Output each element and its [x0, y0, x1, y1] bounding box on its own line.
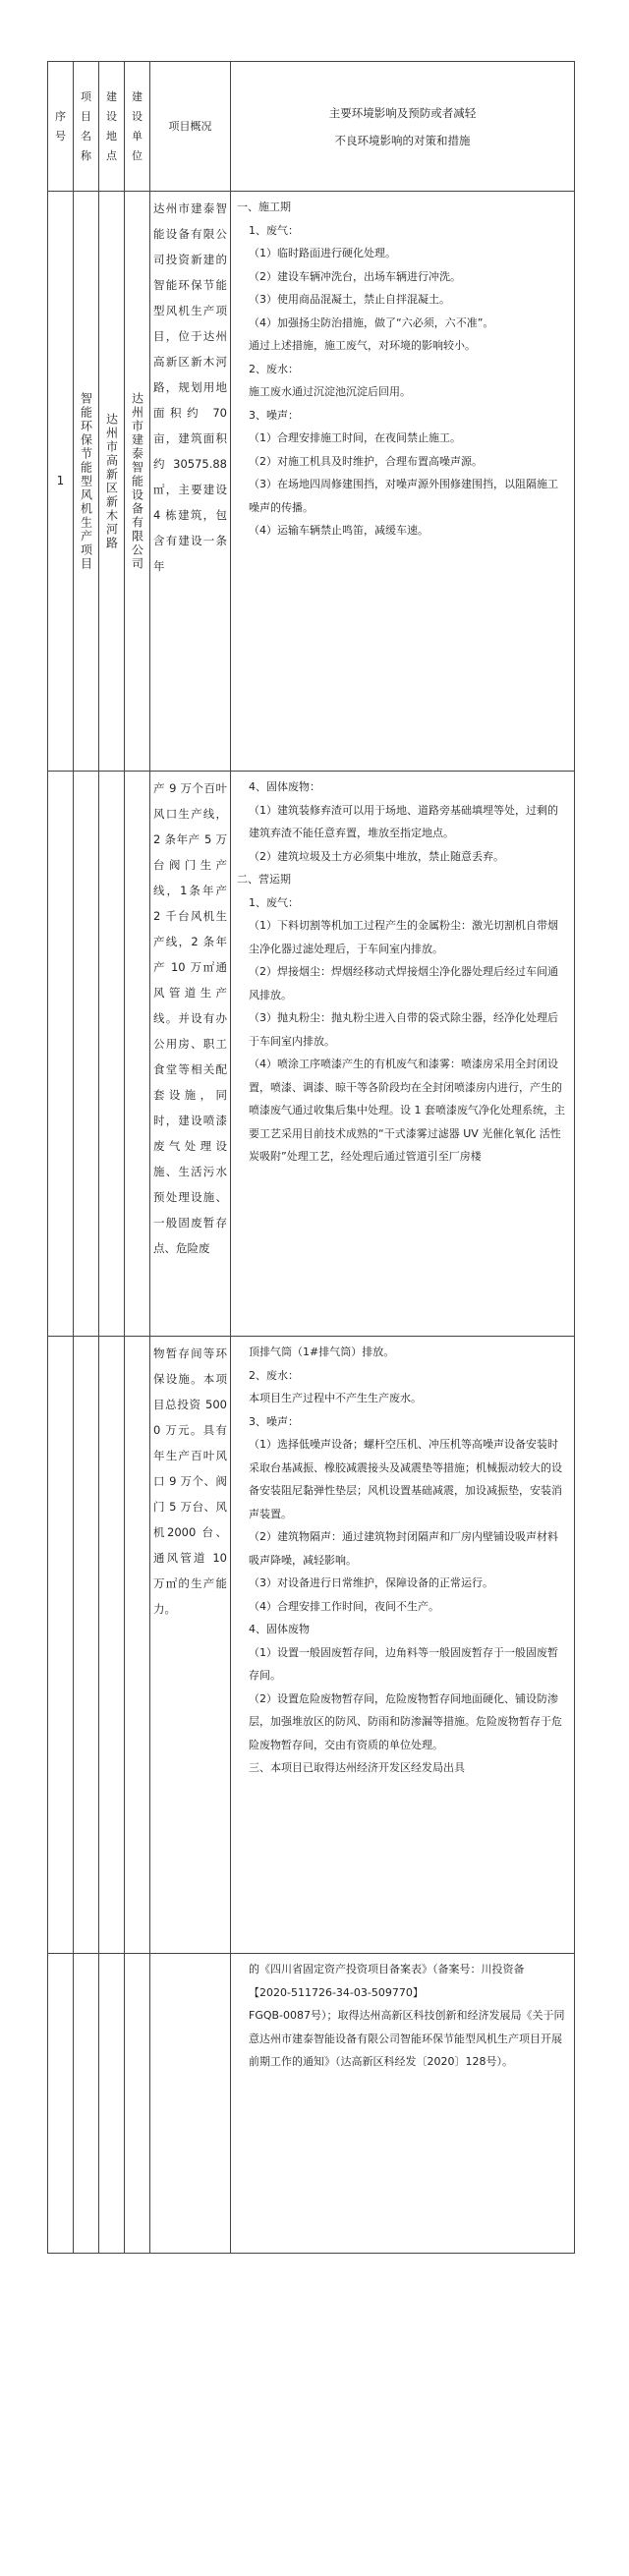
- table-header-row: [48, 62, 575, 192]
- measure-line: （2）焊接烟尘：焊烟经移动式焊接烟尘净化器处理后经过车间通风排放。: [249, 965, 558, 1002]
- measure-line: （2）对施工机具及时维护，合理布置高噪声源。: [249, 454, 483, 468]
- measure-line: 4、固体废物: [249, 1623, 310, 1635]
- summary-text: 产 9 万个百叶风口生产线，2 条年产 5 万台阀门生产线，1条年产 2 千台风机生产线，2 条年产 10 万㎡通风管道生产线。并设有办公用房、职工食堂等相关配套设施，同时，建设喷漆废气处理设施、生活污水预处理设施、一般固废暂存点、危险废: [153, 781, 227, 1255]
- measure-line: 4、固体废物：: [249, 780, 320, 793]
- summary-cell: [150, 772, 231, 1337]
- measure-line: （3）在场地四周修建围挡，对噪声源外围修建围挡，以阻隔施工噪声的传播。: [249, 478, 558, 514]
- measure-line: 1、废气：: [249, 223, 299, 237]
- measure-line: 3、噪声：: [249, 408, 299, 422]
- measure-line: （2）建筑物隔声：通过建筑物封闭隔声和厂房内壁铺设吸声材料吸声降噪，减轻影响。: [249, 1530, 558, 1567]
- measure-line: 【2020-511726-34-03-509770】: [249, 1985, 424, 1999]
- row-no-cell: [48, 192, 74, 772]
- measure-line: 2、废水：: [249, 1368, 299, 1382]
- header-location: 建设地点: [99, 62, 125, 192]
- measures-text: [231, 1954, 574, 2078]
- measure-line: 2、废水：: [249, 362, 299, 375]
- table-row: [48, 772, 575, 1337]
- measures-cell: [231, 192, 575, 772]
- measure-line: 通过上述措施，施工废气，对环境的影响较小。: [249, 339, 476, 352]
- table-row: [48, 1337, 575, 1954]
- table-row: [48, 1954, 575, 2254]
- measure-line: FGQB-0087号）；取得达州高新区科技创新和经济发展局《关于同意达州市建泰智能设备有限公司智能环保节能型风机生产项目开展前期工作的通知》（达高新区科经发〔2020〕128号）。: [249, 2009, 565, 2068]
- measure-line: （2）设置危险废物暂存间，危险废物暂存间地面硬化、铺设防渗层，加强堆放区的防风、防雨和防渗漏等措施。危险废物暂存于危险废物暂存间，交由有资质的单位处理。: [249, 1691, 562, 1751]
- measure-line: （1）合理安排施工时间，在夜间禁止施工。: [249, 431, 461, 444]
- project-table: [47, 61, 575, 2254]
- header-measures-line2: 不良环境影响的对策和措施: [334, 133, 471, 147]
- measures-text: [231, 192, 574, 546]
- measure-line: 一、施工期: [237, 200, 291, 213]
- summary-cell: [150, 192, 231, 772]
- row-unit-cell: [125, 192, 150, 772]
- row-no: 1: [56, 474, 65, 487]
- measures-text: [231, 772, 574, 1173]
- header-no: 序号: [48, 62, 74, 192]
- measures-text: [231, 1337, 574, 1784]
- header-unit: 建设单位: [125, 62, 150, 192]
- row-name-cell: [74, 192, 99, 772]
- project-name: 智能环保节能型风机生产项目: [79, 391, 93, 571]
- measure-line: 顶排气筒（1#排气筒）排放。: [249, 1345, 395, 1358]
- measure-line: （4）加强扬尘防治措施，做了“六必须，六不准”。: [249, 315, 494, 329]
- measure-line: 1、废气：: [249, 895, 299, 909]
- measure-line: （1）建筑装修弃渣可以用于场地、道路旁基础填埋等处，过剩的建筑弃渣不能任意弃置，堆放至指定地点。: [249, 803, 558, 839]
- project-unit: 达州市建泰智能设备有限公司: [130, 391, 144, 571]
- measure-line: 施工废水通过沉淀池沉淀后回用。: [249, 385, 411, 398]
- header-measures-line1: 主要环境影响及预防或者减轻: [328, 105, 477, 120]
- summary-cell: [150, 1337, 231, 1954]
- measure-line: （4）合理安排工作时间，夜间不生产。: [249, 1599, 439, 1613]
- summary-text: 达州市建泰智能设备有限公司投资新建的智能环保节能型风机生产项目，位于达州高新区新木河路，规划用地面积约 70 亩，建筑面积约30575.88㎡，主要建设 4 栋建筑，包含有建设一条年: [153, 201, 227, 573]
- measure-line: （1）设置一般固废暂存间，边角料等一般固废暂存于一般固废暂存间。: [249, 1645, 558, 1682]
- measure-line: （3）使用商品混凝土，禁止自拌混凝土。: [249, 293, 450, 306]
- measure-line: （3）抛丸粉尘：抛丸粉尘进入自带的袋式除尘器，经净化处理后于车间室内排放。: [249, 1011, 558, 1048]
- measure-line: 3、噪声：: [249, 1414, 299, 1428]
- project-location: 达州市高新区新木河路: [104, 412, 119, 550]
- row-location-cell: [99, 192, 125, 772]
- measure-line: 本项目生产过程中不产生生产废水。: [249, 1392, 422, 1404]
- header-summary: 项目概况: [150, 62, 231, 192]
- measures-cell: [231, 1954, 575, 2254]
- measure-line: （1）下料切割等机加工过程产生的金属粉尘：激光切割机自带烟尘净化器过滤处理后，于车间室内排放。: [249, 919, 558, 955]
- measure-line: 二、营运期: [237, 873, 291, 886]
- measure-line: （2）建设车辆冲洗台，出场车辆进行冲洗。: [249, 269, 461, 283]
- measure-line: （1）临时路面进行硬化处理。: [249, 247, 396, 259]
- measure-line: （2）建筑垃圾及土方必须集中堆放，禁止随意丢弃。: [249, 849, 504, 863]
- measure-line: （4）运输车辆禁止鸣笛，减缓车速。: [249, 524, 429, 537]
- measure-line: （3）对设备进行日常维护，保障设备的正常运行。: [249, 1576, 493, 1589]
- summary-text: 物暂存间等环保设施。本项目总投资 5000 万元。具有年生产百叶风口 9 万个、阀门 5 万台、风机2000 台、通风管道 10万㎡的生产能力。: [153, 1346, 227, 1616]
- measure-line: （1）选择低噪声设备；螺杆空压机、冲压机等高噪声设备安装时采取台基减振、橡胶减震接头及减震垫等措施；机械振动较大的设备安装阻尼黏弹性垫层；风机设置基础减震，加设减振垫，安装消声装置。: [249, 1438, 562, 1520]
- measure-line: 的《四川省固定资产投资项目备案表》（备案号：川投资备: [249, 1963, 525, 1975]
- measure-line: （4）喷涂工序喷漆产生的有机废气和漆雾：喷漆房采用全封闭设置，喷漆、调漆、晾干等各阶段均在全封闭喷漆房内进行，产生的喷漆废气通过收集后集中处理。设 1 套喷漆废气净化处理系统，主要工艺采用目前技术成熟的“干式漆雾过滤器 UV 光催化氧化 活性炭吸附”处理工艺，经处理后通过管道引至厂房楼: [249, 1058, 565, 1163]
- measure-line: 三、本项目已取得达州经济开发区经发局出具: [249, 1761, 465, 1774]
- measures-cell: [231, 1337, 575, 1954]
- header-measures: [231, 62, 575, 192]
- measures-cell: [231, 772, 575, 1337]
- header-name: 项目名称: [74, 62, 99, 192]
- table-row: [48, 192, 575, 772]
